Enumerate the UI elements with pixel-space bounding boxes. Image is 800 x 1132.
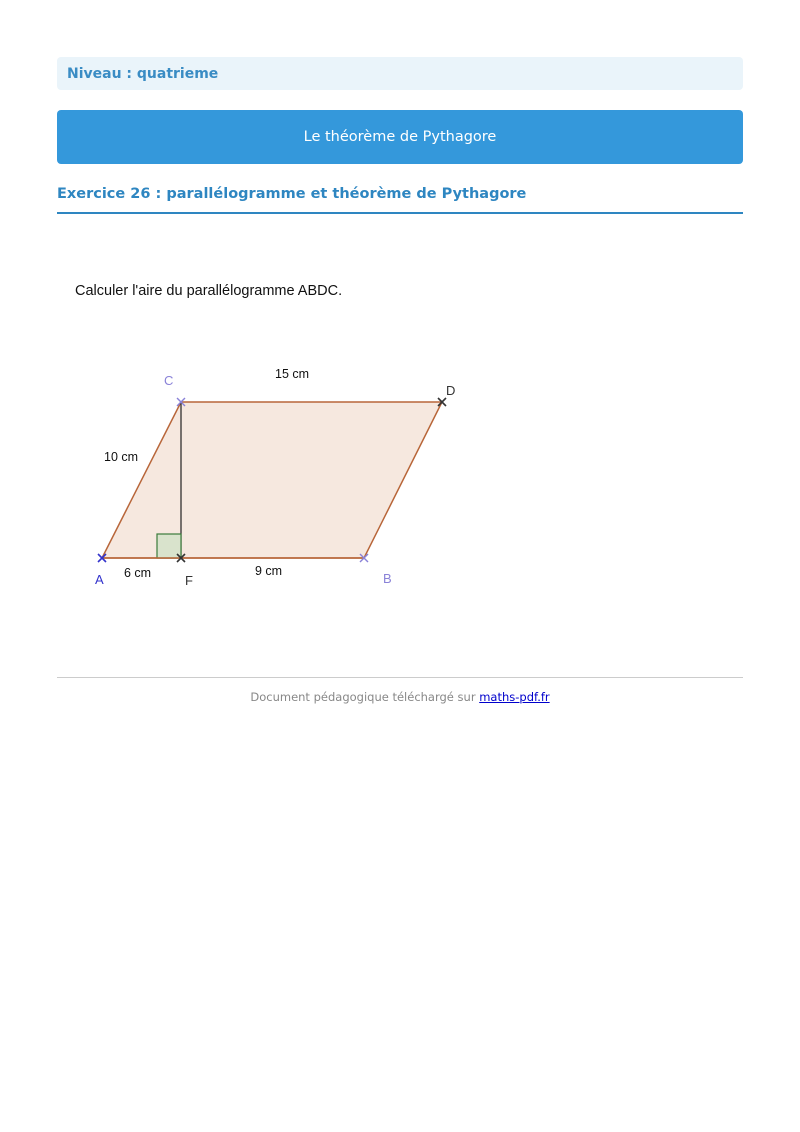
- footer-text: Document pédagogique téléchargé sur: [250, 690, 476, 704]
- instruction-text: Calculer l'aire du parallélogramme ABDC.: [75, 283, 343, 299]
- level-label: Niveau : quatrieme: [67, 65, 219, 82]
- banner-title: Le théorème de Pythagore: [303, 129, 497, 145]
- length-label-fb: 9 cm: [255, 564, 283, 578]
- footer: [57, 690, 743, 704]
- point-label-f: F: [185, 573, 193, 588]
- length-label-ac: 10 cm: [104, 450, 139, 464]
- point-label-d: D: [446, 383, 456, 398]
- length-label-af: 6 cm: [124, 566, 152, 580]
- footer-link[interactable]: maths-pdf.fr: [479, 690, 550, 704]
- point-label-b: B: [383, 571, 392, 586]
- point-label-c: C: [164, 373, 174, 388]
- footer-divider: [57, 677, 743, 678]
- parallelogram-shape: [102, 402, 442, 558]
- exercise-title: Exercice 26 : parallélogramme et théorème de Pythagore: [57, 186, 527, 202]
- length-label-cd: 15 cm: [275, 367, 310, 381]
- point-label-a: A: [95, 572, 104, 587]
